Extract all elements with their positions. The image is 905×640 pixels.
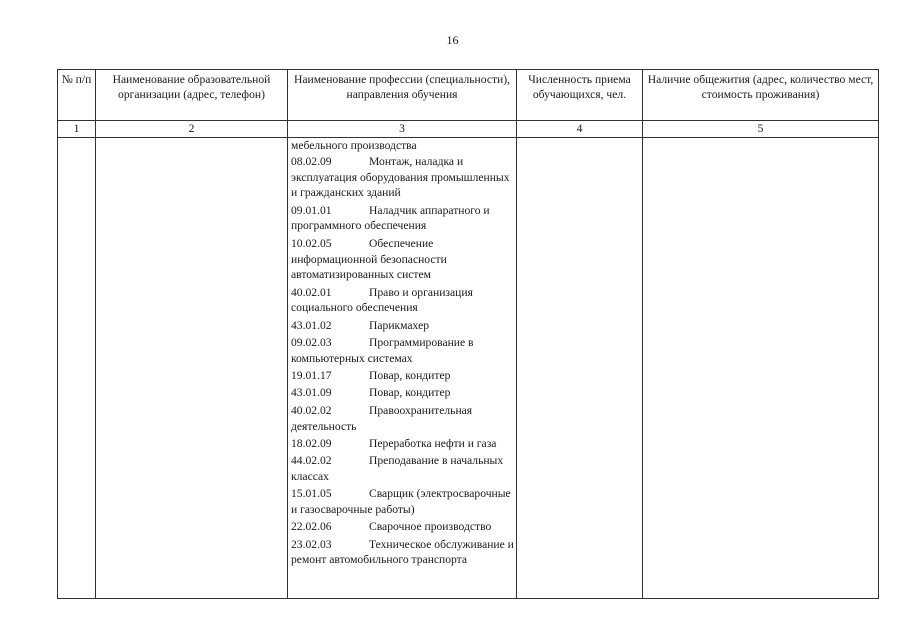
- program-item: [291, 154, 516, 201]
- program-code: 44.02.02: [291, 454, 332, 468]
- admissions-table: [57, 69, 879, 599]
- column-number-row: [58, 121, 879, 138]
- program-name: Переработка нефти и газа: [369, 436, 497, 450]
- program-item: [291, 519, 516, 535]
- program-name: Монтаж, наладка и эксплуатация оборудования промышленных и гражданских зданий: [291, 154, 510, 200]
- header-dormitory: Наличие общежития (адрес, количество мест, стоимость проживания): [643, 70, 879, 121]
- page-number: 16: [446, 33, 459, 47]
- program-item: [291, 318, 516, 334]
- column-number: 5: [643, 121, 879, 138]
- program-name: Сварщик (электросварочные и газосварочные работы): [291, 487, 511, 517]
- program-item: [291, 285, 516, 317]
- program-name: Парикмахер: [369, 318, 430, 332]
- dormitory-cell: [643, 138, 879, 599]
- program-item: [291, 537, 516, 569]
- program-code: 09.02.03: [291, 336, 332, 350]
- program-code: 18.02.09: [291, 436, 332, 450]
- header-organization: Наименование образовательной организации (адрес, телефон): [96, 70, 288, 121]
- program-code: 23.02.03: [291, 537, 332, 551]
- program-item: [291, 335, 516, 367]
- program-list: [288, 138, 516, 568]
- program-code: 10.02.05: [291, 236, 332, 250]
- program-code: 22.02.06: [291, 520, 332, 534]
- program-item: [291, 453, 516, 485]
- program-code: 15.01.05: [291, 487, 332, 501]
- program-name: Право и организация социального обеспечения: [291, 285, 473, 315]
- program-code: 43.01.09: [291, 386, 332, 400]
- program-item: [291, 385, 516, 401]
- program-name: Повар, кондитер: [369, 369, 451, 383]
- program-name: Сварочное производство: [369, 520, 492, 534]
- table-row: [58, 138, 879, 599]
- profession-cell: [288, 138, 517, 599]
- program-code: 40.02.01: [291, 285, 332, 299]
- program-name: Программирование в компьютерных системах: [291, 336, 474, 365]
- header-admission-count: Численность приема обучающихся, чел.: [517, 70, 643, 121]
- header-row: [58, 70, 879, 121]
- program-name: Правоохранительная деятельность: [291, 403, 473, 433]
- organization-cell: [96, 138, 288, 599]
- program-name: Повар, кондитер: [369, 386, 451, 400]
- continuation-text: мебельного производства: [291, 139, 417, 152]
- program-code: 40.02.02: [291, 403, 332, 417]
- program-name: Обеспечение информационной безопасности автоматизированных систем: [291, 236, 447, 282]
- number-cell: [58, 138, 96, 599]
- program-item: [291, 436, 516, 452]
- header-number: № п/п: [58, 70, 96, 121]
- column-number: 4: [517, 121, 643, 138]
- program-name: Преподавание в начальных классах: [291, 454, 504, 483]
- program-code: 19.01.17: [291, 369, 332, 383]
- admission-count-cell: [517, 138, 643, 599]
- program-name: Техническое обслуживание и ремонт автомобильного транспорта: [291, 537, 514, 567]
- program-item: [291, 403, 516, 435]
- program-item: [291, 203, 516, 235]
- program-item: [291, 368, 516, 384]
- program-name: Наладчик аппаратного и программного обеспечения: [291, 203, 490, 233]
- program-code: 43.01.02: [291, 318, 332, 332]
- program-code: 09.01.01: [291, 203, 332, 217]
- header-profession: Наименование профессии (специальности), направления обучения: [288, 70, 517, 121]
- program-item: [291, 486, 516, 518]
- program-code: 08.02.09: [291, 154, 332, 168]
- program-item: [291, 236, 516, 283]
- column-number: 2: [96, 121, 288, 138]
- column-number: 3: [288, 121, 517, 138]
- column-number: 1: [58, 121, 96, 138]
